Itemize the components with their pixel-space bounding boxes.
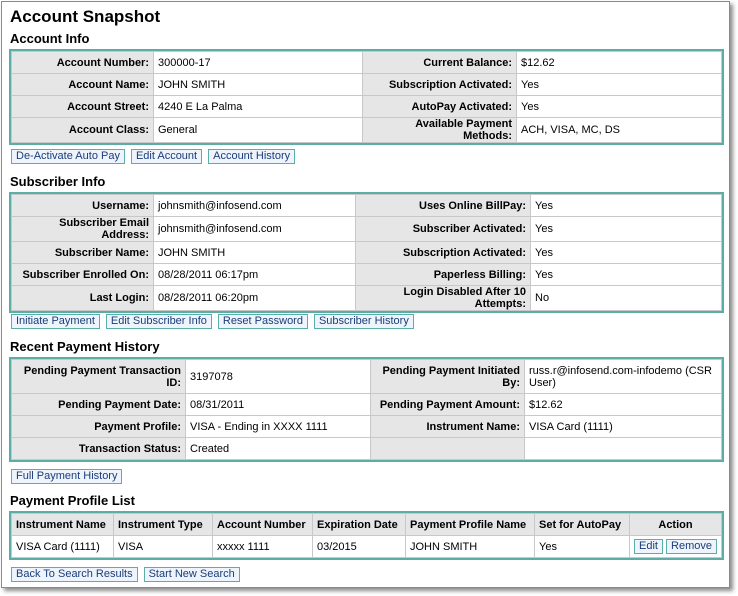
- cell-instrument-type: VISA: [114, 536, 213, 558]
- payment-profile-value: VISA - Ending in XXXX 1111: [186, 416, 371, 438]
- current-balance-value: $12.62: [517, 52, 722, 74]
- pending-payment-date-value: 08/31/2011: [186, 394, 371, 416]
- edit-account-button[interactable]: Edit Account: [131, 149, 202, 164]
- subscriber-name-value: JOHN SMITH: [154, 242, 356, 264]
- cell-expiration-date: 03/2015: [313, 536, 406, 558]
- paperless-billing-label: Paperless Billing:: [356, 264, 531, 286]
- subscriber-info-title: Subscriber Info: [10, 174, 106, 189]
- table-row: [12, 536, 722, 558]
- table-row: [12, 242, 722, 264]
- subscriber-history-button[interactable]: Subscriber History: [314, 314, 414, 329]
- table-row: [12, 438, 722, 460]
- login-disabled-label: Login Disabled After 10 Attempts:: [356, 286, 531, 311]
- account-street-label: Account Street:: [12, 96, 154, 118]
- start-new-search-button[interactable]: Start New Search: [144, 567, 240, 582]
- uses-billpay-label: Uses Online BillPay:: [356, 195, 531, 217]
- reset-password-button[interactable]: Reset Password: [218, 314, 308, 329]
- account-actions: [11, 149, 295, 164]
- table-row: [12, 394, 722, 416]
- table-row: [12, 74, 722, 96]
- account-info-table: [9, 49, 724, 145]
- col-expiration-date: Expiration Date: [313, 514, 406, 536]
- table-row: [12, 52, 722, 74]
- table-row: [12, 195, 722, 217]
- cell-payment-profile-name: JOHN SMITH: [406, 536, 535, 558]
- transaction-status-value: Created: [186, 438, 371, 460]
- pending-payment-amount-value: $12.62: [525, 394, 722, 416]
- username-value: johnsmith@infosend.com: [154, 195, 356, 217]
- autopay-activated-label: AutoPay Activated:: [363, 96, 517, 118]
- username-label: Username:: [12, 195, 154, 217]
- table-row: [12, 96, 722, 118]
- pending-transaction-id-value: 3197078: [186, 360, 371, 394]
- subscriber-name-label: Subscriber Name:: [12, 242, 154, 264]
- cell-account-number: xxxxx 1111: [213, 536, 313, 558]
- deactivate-autopay-button[interactable]: De-Activate Auto Pay: [11, 149, 125, 164]
- profile-list-table: [9, 511, 724, 560]
- subscription-activated-label: Subscription Activated:: [363, 74, 517, 96]
- account-street-value: 4240 E La Palma: [154, 96, 363, 118]
- payment-profile-label: Payment Profile:: [12, 416, 186, 438]
- col-instrument-name: Instrument Name: [12, 514, 114, 536]
- col-instrument-type: Instrument Type: [114, 514, 213, 536]
- subscriber-email-value: johnsmith@infosend.com: [154, 217, 356, 242]
- col-action: Action: [630, 514, 722, 536]
- cell-instrument-name: VISA Card (1111): [12, 536, 114, 558]
- cell-action: [630, 536, 722, 558]
- account-name-label: Account Name:: [12, 74, 154, 96]
- account-name-value: JOHN SMITH: [154, 74, 363, 96]
- subscription-activated-label: Subscription Activated:: [356, 242, 531, 264]
- table-row: [12, 264, 722, 286]
- subscriber-activated-label: Subscriber Activated:: [356, 217, 531, 242]
- account-snapshot-panel: [1, 1, 730, 588]
- edit-subscriber-info-button[interactable]: Edit Subscriber Info: [106, 314, 212, 329]
- subscriber-info-table: [9, 192, 724, 313]
- pending-payment-date-label: Pending Payment Date:: [12, 394, 186, 416]
- paperless-billing-value: Yes: [531, 264, 722, 286]
- subscriber-actions: [11, 314, 414, 329]
- col-account-number: Account Number: [213, 514, 313, 536]
- col-set-for-autopay: Set for AutoPay: [535, 514, 630, 536]
- table-row: [12, 286, 722, 311]
- instrument-name-value: VISA Card (1111): [525, 416, 722, 438]
- account-number-value: 300000-17: [154, 52, 363, 74]
- initiate-payment-button[interactable]: Initiate Payment: [11, 314, 100, 329]
- pending-transaction-id-label: Pending Payment Transaction ID:: [12, 360, 186, 394]
- subscriber-activated-value: Yes: [531, 217, 722, 242]
- subscription-activated-value: Yes: [517, 74, 722, 96]
- edit-profile-button[interactable]: Edit: [634, 539, 663, 554]
- empty-label: [371, 438, 525, 460]
- payment-history-table: [9, 357, 724, 462]
- payment-history-actions: [11, 469, 122, 484]
- enrolled-on-value: 08/28/2011 06:17pm: [154, 264, 356, 286]
- navigation-actions: [11, 567, 240, 582]
- table-row: [12, 217, 722, 242]
- subscription-activated-value: Yes: [531, 242, 722, 264]
- current-balance-label: Current Balance:: [363, 52, 517, 74]
- pending-payment-amount-label: Pending Payment Amount:: [371, 394, 525, 416]
- account-info-title: Account Info: [10, 31, 90, 46]
- login-disabled-value: No: [531, 286, 722, 311]
- account-number-label: Account Number:: [12, 52, 154, 74]
- account-class-label: Account Class:: [12, 118, 154, 143]
- instrument-name-label: Instrument Name:: [371, 416, 525, 438]
- table-row: [12, 360, 722, 394]
- table-row: [12, 416, 722, 438]
- payment-methods-label: Available Payment Methods:: [363, 118, 517, 143]
- payment-methods-value: ACH, VISA, MC, DS: [517, 118, 722, 143]
- subscriber-email-label: Subscriber Email Address:: [12, 217, 154, 242]
- cell-set-for-autopay: Yes: [535, 536, 630, 558]
- last-login-label: Last Login:: [12, 286, 154, 311]
- initiated-by-value: russ.r@infosend.com-infodemo (CSR User): [525, 360, 722, 394]
- table-row: [12, 118, 722, 143]
- full-payment-history-button[interactable]: Full Payment History: [11, 469, 122, 484]
- account-class-value: General: [154, 118, 363, 143]
- empty-value: [525, 438, 722, 460]
- enrolled-on-label: Subscriber Enrolled On:: [12, 264, 154, 286]
- table-header-row: [12, 514, 722, 536]
- profile-list-title: Payment Profile List: [10, 493, 135, 508]
- payment-history-title: Recent Payment History: [10, 339, 160, 354]
- autopay-activated-value: Yes: [517, 96, 722, 118]
- uses-billpay-value: Yes: [531, 195, 722, 217]
- transaction-status-label: Transaction Status:: [12, 438, 186, 460]
- page-title: Account Snapshot: [10, 7, 161, 26]
- remove-profile-button[interactable]: Remove: [666, 539, 717, 554]
- initiated-by-label: Pending Payment Initiated By:: [371, 360, 525, 394]
- col-payment-profile-name: Payment Profile Name: [406, 514, 535, 536]
- last-login-value: 08/28/2011 06:20pm: [154, 286, 356, 311]
- account-history-button[interactable]: Account History: [208, 149, 295, 164]
- back-to-search-results-button[interactable]: Back To Search Results: [11, 567, 138, 582]
